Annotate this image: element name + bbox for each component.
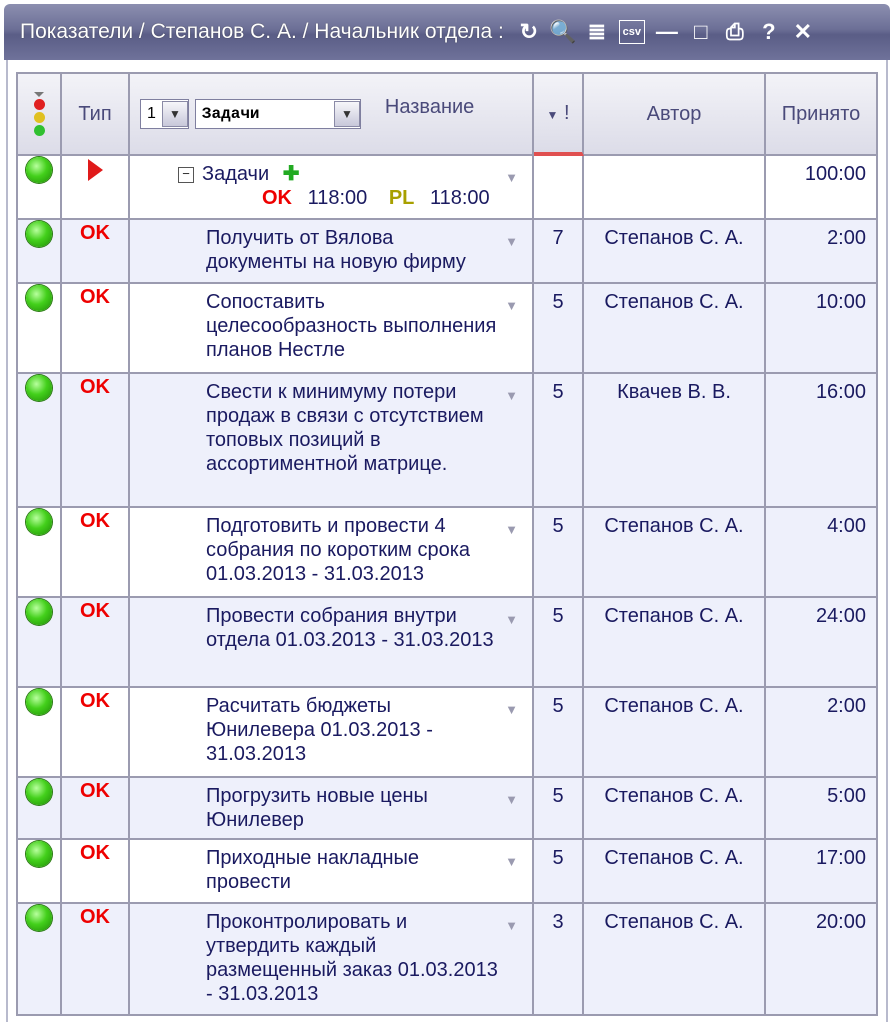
task-name: Проконтролировать и утвердить каждый размещенный заказ 01.03.2013 - 31.03.2013 xyxy=(206,911,498,1005)
group-select-value: Задачи xyxy=(201,105,260,123)
type-cell xyxy=(62,904,130,1016)
priority-cell: 5 xyxy=(534,840,584,904)
type-label: OK xyxy=(80,510,110,532)
task-name-cell[interactable] xyxy=(130,904,534,1016)
add-icon[interactable]: ✚ xyxy=(282,163,300,185)
priority-cell: 7 xyxy=(534,220,584,284)
row-menu-dropdown[interactable]: ▼ xyxy=(505,388,518,403)
green-status-icon xyxy=(26,905,52,931)
row-menu-dropdown[interactable]: ▼ xyxy=(505,918,518,933)
author-header[interactable]: Автор xyxy=(584,72,766,156)
type-label: OK xyxy=(80,376,110,398)
priority-cell: 5 xyxy=(534,508,584,598)
type-cell xyxy=(62,374,130,508)
priority-header-label: ! xyxy=(563,101,570,124)
author-cell: Степанов С. А. xyxy=(584,598,766,688)
accepted-cell: 20:00 xyxy=(766,904,878,1016)
table-row[interactable] xyxy=(16,840,878,904)
task-name-cell[interactable] xyxy=(130,598,534,688)
tasks-table xyxy=(16,72,878,1016)
type-label: OK xyxy=(80,842,110,864)
row-menu-dropdown[interactable]: ▼ xyxy=(505,170,518,185)
group-name: Задачи xyxy=(202,163,270,185)
author-cell xyxy=(584,156,766,220)
task-name-cell[interactable] xyxy=(130,374,534,508)
window-titlebar xyxy=(4,4,890,60)
task-name: Подготовить и провести 4 собрания по коротким срока 01.03.2013 - 31.03.2013 xyxy=(206,515,471,585)
type-label: OK xyxy=(80,286,110,308)
green-status-icon xyxy=(26,375,52,401)
priority-cell xyxy=(534,156,584,220)
task-name: Провести собрания внутри отдела 01.03.2013 - 31.03.2013 xyxy=(206,605,494,651)
author-cell: Степанов С. А. xyxy=(584,688,766,778)
row-menu-dropdown[interactable]: ▼ xyxy=(505,298,518,313)
task-name: Приходные накладные провести xyxy=(206,847,420,893)
type-label: OK xyxy=(80,600,110,622)
green-status-icon xyxy=(26,221,52,247)
chevron-down-icon[interactable]: ▼ xyxy=(334,101,360,127)
accepted-cell: 10:00 xyxy=(766,284,878,374)
author-cell: Степанов С. А. xyxy=(584,778,766,840)
accepted-cell: 2:00 xyxy=(766,220,878,284)
type-cell xyxy=(62,688,130,778)
search-icon[interactable]: 🔍 xyxy=(549,19,577,44)
green-status-icon xyxy=(26,841,52,867)
table-row[interactable] xyxy=(16,688,878,778)
group-row[interactable] xyxy=(16,156,878,220)
task-name: Свести к минимуму потери продаж в связи с отсутствием топовых позиций в ассортиментной матрице. xyxy=(206,381,484,475)
maximize-icon[interactable]: □ xyxy=(694,19,708,44)
row-menu-dropdown[interactable]: ▼ xyxy=(505,522,518,537)
help-icon[interactable]: ? xyxy=(762,19,776,44)
task-name-cell[interactable] xyxy=(130,778,534,840)
task-name: Сопоставить целесообразность выполнения планов Нестле xyxy=(206,291,497,361)
author-cell: Степанов С. А. xyxy=(584,840,766,904)
type-cell xyxy=(62,156,130,220)
type-header[interactable]: Тип xyxy=(62,72,130,156)
author-cell: Степанов С. А. xyxy=(584,904,766,1016)
author-cell: Степанов С. А. xyxy=(584,284,766,374)
toolbar-icons xyxy=(512,15,820,49)
list-icon[interactable]: ≣ xyxy=(587,19,607,44)
status-lamp-cell xyxy=(16,598,62,688)
window-title: Показатели / Степанов С. А. / Начальник отдела : xyxy=(20,20,504,43)
print-icon[interactable]: ⎙ xyxy=(726,19,744,44)
status-lamp-cell xyxy=(16,220,62,284)
type-cell xyxy=(62,508,130,598)
green-status-icon xyxy=(26,599,52,625)
table-row[interactable] xyxy=(16,904,878,1016)
row-menu-dropdown[interactable]: ▼ xyxy=(505,234,518,249)
priority-cell: 5 xyxy=(534,778,584,840)
table-row[interactable] xyxy=(16,284,878,374)
accepted-cell: 5:00 xyxy=(766,778,878,840)
table-row[interactable] xyxy=(16,778,878,840)
type-cell xyxy=(62,840,130,904)
sort-down-icon: ▼ xyxy=(546,107,559,122)
refresh-icon[interactable]: ↻ xyxy=(519,19,539,44)
status-lamp-cell xyxy=(16,156,62,220)
type-label: OK xyxy=(80,222,110,244)
pl-value: 118:00 xyxy=(429,187,490,209)
accepted-cell: 4:00 xyxy=(766,508,878,598)
row-menu-dropdown[interactable]: ▼ xyxy=(505,702,518,717)
table-row[interactable] xyxy=(16,598,878,688)
play-arrow-icon xyxy=(85,157,105,183)
task-name-cell[interactable] xyxy=(130,284,534,374)
accepted-cell: 2:00 xyxy=(766,688,878,778)
type-cell xyxy=(62,598,130,688)
task-name-cell[interactable] xyxy=(130,840,534,904)
green-status-icon xyxy=(26,285,52,311)
level-select-value: 1 xyxy=(147,105,156,122)
status-lamp-cell xyxy=(16,840,62,904)
table-row[interactable] xyxy=(16,220,878,284)
ok-value: 118:00 xyxy=(307,187,368,209)
task-name: Расчитать бюджеты Юнилевера 01.03.2013 - 31.03.2013 xyxy=(206,695,433,765)
status-lights-header[interactable] xyxy=(16,72,62,156)
priority-cell: 5 xyxy=(534,284,584,374)
task-name-cell[interactable] xyxy=(130,508,534,598)
author-cell: Квачев В. В. xyxy=(584,374,766,508)
group-select[interactable] xyxy=(195,99,361,129)
accepted-cell: 100:00 xyxy=(766,156,878,220)
priority-cell: 3 xyxy=(534,904,584,1016)
green-status-icon xyxy=(26,509,52,535)
close-icon[interactable]: ✕ xyxy=(793,19,813,44)
status-lamp-cell xyxy=(16,284,62,374)
accepted-cell: 17:00 xyxy=(766,840,878,904)
task-name-cell[interactable] xyxy=(130,220,534,284)
priority-cell: 5 xyxy=(534,598,584,688)
green-status-icon xyxy=(26,157,52,183)
type-label: OK xyxy=(80,690,110,712)
row-menu-dropdown[interactable]: ▼ xyxy=(505,792,518,807)
task-name: Получить от Вялова документы на новую фирму xyxy=(206,227,466,273)
name-header xyxy=(130,72,534,156)
collapse-toggle-icon[interactable]: − xyxy=(178,167,194,183)
priority-header[interactable] xyxy=(534,72,584,156)
type-label: OK xyxy=(80,780,110,802)
csv-icon[interactable]: csv xyxy=(619,20,645,44)
task-name: Прогрузить новые цены Юнилевер xyxy=(206,785,428,831)
author-cell: Степанов С. А. xyxy=(584,508,766,598)
author-cell: Степанов С. А. xyxy=(584,220,766,284)
pl-label: PL xyxy=(388,187,415,209)
chevron-down-icon[interactable]: ▼ xyxy=(162,101,188,127)
status-lamp-cell xyxy=(16,904,62,1016)
table-header xyxy=(16,72,878,156)
priority-cell: 5 xyxy=(534,374,584,508)
row-menu-dropdown[interactable]: ▼ xyxy=(505,854,518,869)
accepted-cell: 16:00 xyxy=(766,374,878,508)
level-select[interactable] xyxy=(140,99,189,129)
green-status-icon xyxy=(26,689,52,715)
status-lamp-cell xyxy=(16,374,62,508)
status-lamp-cell xyxy=(16,508,62,598)
accepted-cell: 24:00 xyxy=(766,598,878,688)
table-row[interactable] xyxy=(16,508,878,598)
name-header-label[interactable]: Название xyxy=(384,95,475,118)
status-lamp-cell xyxy=(16,688,62,778)
priority-cell: 5 xyxy=(534,688,584,778)
type-cell xyxy=(62,778,130,840)
task-name-cell[interactable] xyxy=(130,688,534,778)
traffic-light-icon xyxy=(19,92,59,136)
type-cell xyxy=(62,220,130,284)
row-menu-dropdown[interactable]: ▼ xyxy=(505,612,518,627)
group-name-cell xyxy=(130,156,534,220)
ok-label: OK xyxy=(262,187,292,209)
table-row[interactable] xyxy=(16,374,878,508)
status-lamp-cell xyxy=(16,778,62,840)
minimize-icon[interactable]: — xyxy=(655,19,678,44)
green-status-icon xyxy=(26,779,52,805)
type-cell xyxy=(62,284,130,374)
type-label: OK xyxy=(80,906,110,928)
accepted-header[interactable]: Принято xyxy=(766,72,878,156)
